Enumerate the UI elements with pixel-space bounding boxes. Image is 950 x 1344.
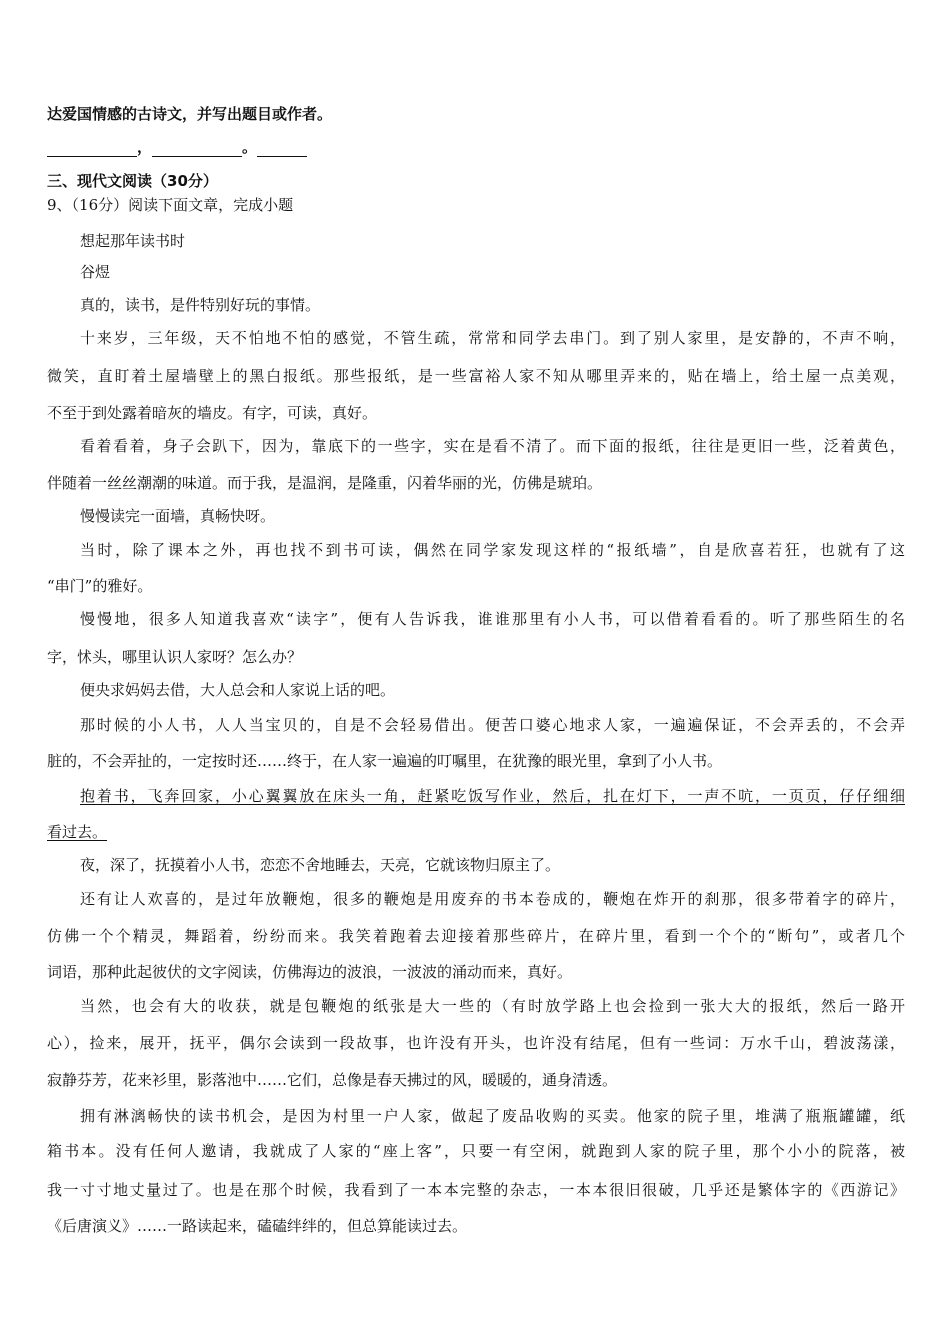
underlined-sentence-line: 抱着书，飞奔回家，小心翼翼放在床头一角，赶紧吃饭写作业，然后，扎在灯下，一声不吭，一页页，仔仔细细 <box>80 787 905 805</box>
paragraph-line: 真的，读书，是件特别好玩的事情。 <box>80 296 321 314</box>
prompt-tail: 达爱国情感的古诗文，并写出题目或作者。 <box>47 105 333 123</box>
answer-blank-1[interactable] <box>47 142 137 157</box>
article-title: 想起那年读书时 <box>80 232 186 250</box>
paragraph-line: 夜，深了，抚摸着小人书，恋恋不舍地睡去，天亮，它就该物归原主了。 <box>80 856 561 874</box>
paragraph-line: 不至于到处露着暗灰的墙皮。有字，可读，真好。 <box>47 404 378 422</box>
answer-blank-3[interactable] <box>257 142 307 157</box>
paragraph-line: 词语，那种此起彼伏的文字阅读，仿佛海边的波浪，一波波的涌动而来，真好。 <box>47 963 573 981</box>
paragraph-line: 那时候的小人书，人人当宝贝的，自是不会轻易借出。便苦口婆心地求人家，一遍遍保证，不会弄丢的，不会弄 <box>80 716 905 734</box>
paragraph-line: 字，怵头，哪里认识人家呀？怎么办？ <box>47 648 303 666</box>
paragraph-line: 《后唐演义》……一路读起来，磕磕绊绊的，但总算能读过去。 <box>47 1217 468 1235</box>
article-author: 谷煜 <box>80 263 111 281</box>
paragraph-line: 脏的，不会弄扯的，一定按时还……终于，在人家一遍遍的叮嘱里，在犹豫的眼光里，拿到了小人书。 <box>47 752 723 770</box>
answer-blank-2[interactable] <box>152 142 242 157</box>
paragraph-line: 仿佛一个个精灵，舞蹈着，纷纷而来。我笑着跑着去迎接着那些碎片，在碎片里，看到一个个的“断句”，或者几个 <box>47 927 905 945</box>
paragraph-line: 慢慢读完一面墙，真畅快呀。 <box>80 507 276 525</box>
paragraph-line: 还有让人欢喜的，是过年放鞭炮，很多的鞭炮是用废弃的书本卷成的，鞭炮在炸开的刹那，很多带着字的碎片， <box>80 890 905 908</box>
paragraph-line: 微笑，直盯着土屋墙壁上的黑白报纸。那些报纸，是一些富裕人家不知从哪里弄来的，贴在墙上，给土屋一点美观， <box>47 367 905 385</box>
paragraph-line: 寂静芬芳，花来衫里，影落池中……它们，总像是春天拂过的风，暖暖的，通身清透。 <box>47 1071 618 1089</box>
paragraph-line: 我一寸寸地丈量过了。也是在那个时候，我看到了一本本完整的杂志，一本本很旧很破，几乎还是繁体字的《西游记》 <box>47 1181 905 1199</box>
question-header: 9、（16分）阅读下面文章，完成小题 <box>47 196 294 214</box>
paragraph-line: 伴随着一丝丝潮潮的味道。而于我，是温润，是隆重，闪着华丽的光，仿佛是琥珀。 <box>47 474 603 492</box>
answer-blanks <box>47 136 307 157</box>
blank-sep-2: 。 <box>242 138 258 156</box>
paragraph-line: 当然，也会有大的收获，就是包鞭炮的纸张是大一些的（有时放学路上也会捡到一张大大的报纸，然后一路开 <box>80 997 905 1015</box>
paragraph-line: 心），捡来，展开，抚平，偶尔会读到一段故事，也许没有开头，也许没有结尾，但有一些词：万水千山，碧波荡漾， <box>47 1034 905 1052</box>
paragraph-line: 便央求妈妈去借，大人总会和人家说上话的吧。 <box>80 681 396 699</box>
underlined-sentence-line: 看过去。 <box>47 823 108 841</box>
paragraph-line: 十来岁，三年级，天不怕地不怕的感觉，不管生疏，常常和同学去串门。到了别人家里，是安静的，不声不响， <box>80 329 905 347</box>
paragraph-line: “串门”的雅好。 <box>47 577 153 595</box>
paragraph-line: 当时，除了课本之外，再也找不到书可读，偶然在同学家发现这样的“报纸墙”，自是欣喜若狂，也就有了这 <box>80 541 905 559</box>
paragraph-line: 箱书本。没有任何人邀请，我就成了人家的“座上客”，只要一有空闲，就跑到人家的院子里，那个小小的院落，被 <box>47 1142 905 1160</box>
paragraph-line: 拥有淋漓畅快的读书机会，是因为村里一户人家，做起了废品收购的买卖。他家的院子里，堆满了瓶瓶罐罐，纸 <box>80 1107 905 1125</box>
paragraph-line: 看着看着，身子会趴下，因为，靠底下的一些字，实在是看不清了。而下面的报纸，往往是更旧一些，泛着黄色， <box>80 437 905 455</box>
blank-sep-1: ， <box>137 138 153 156</box>
section-title: 三、现代文阅读（30分） <box>47 172 218 190</box>
paragraph-line: 慢慢地，很多人知道我喜欢“读字”，便有人告诉我，谁谁那里有小人书，可以借着看看的。听了那些陌生的名 <box>80 610 905 628</box>
